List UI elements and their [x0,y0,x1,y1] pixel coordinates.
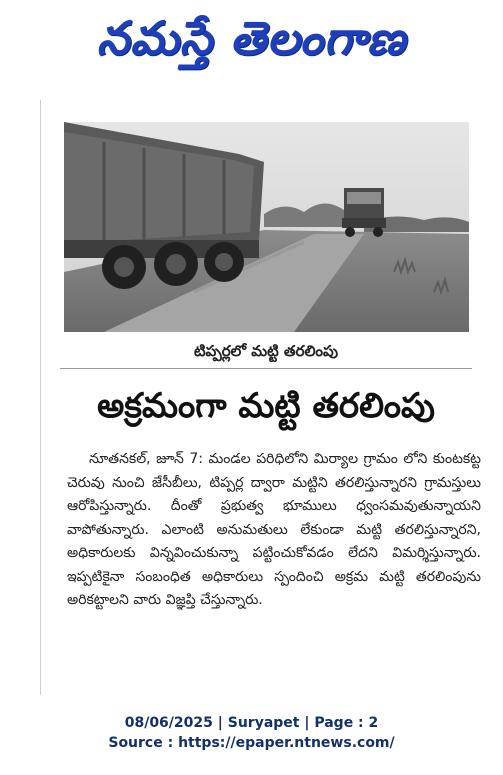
article-photo [64,122,469,332]
footer [0,713,503,753]
photo-caption: టిప్పర్లలో మట్టి తరలింపు [60,338,472,369]
newspaper-logo: నమస్తే తెలంగాణ [96,11,407,65]
clipping-edge [40,100,41,695]
masthead [0,0,503,88]
article-body-text: నూతనకల్, జూన్ 7: మండల పరిధిలోని మిర్యాల గ్రామం లోని కుంటకట్ట చెరువు నుంచి జేసీబీలు, టిప్పర్ల ద్వారా మట్టిని తరలిస్తున్నారని గ్రామస్తులు ఆరోపిస్తున్నారు. దీంతో ప్రభుత్వ భూములు ధ్వంసమవుతున్నాయని వాపోతున్నారు. ఎలాంటి అనుమతులు లేకుండా మట్టి తరలిస్తున్నారని, అధికారులకు విన్నవించుకున్నా పట్టించుకోవడం లేదని విమర్శిస్తున్నారు. ఇప్పటికైనా సంబంధిత అధికారులు స్పందించి అక్రమ మట్టి తరలింపును అరికట్టాలని వారు విజ్ఞప్తి చేస్తున్నారు. [67,451,481,608]
tipper-trucks-photo [64,122,469,332]
dateline: 08/06/2025 | Suryapet | Page : 2 [124,715,379,731]
article-headline: అక్రమంగా మట్టి తరలింపు [97,386,435,426]
article-body [67,448,481,613]
source-line: Source : https://epaper.ntnews.com/ [108,735,395,751]
